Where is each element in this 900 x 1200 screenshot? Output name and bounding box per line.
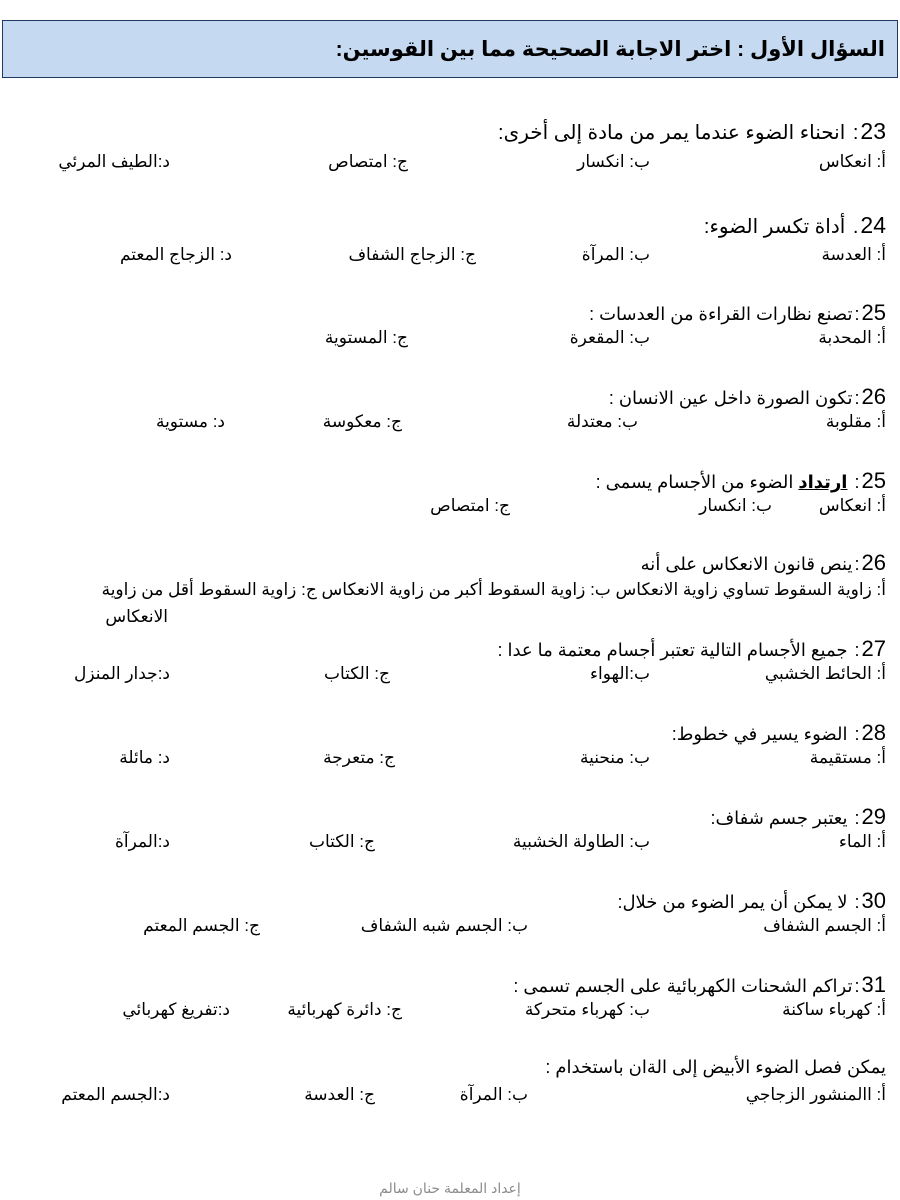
options-line-continuation: الانعكاس bbox=[105, 607, 168, 626]
question-27: 27: جميع الأجسام التالية تعتبر أجسام معتمة ما عدا : bbox=[497, 636, 886, 661]
question-24: 24. أداة تكسر الضوء: bbox=[703, 212, 886, 238]
option-b[interactable]: ب: معتدلة bbox=[566, 412, 638, 431]
question-26: 26:تكون الصورة داخل عين الانسان : bbox=[608, 384, 886, 409]
option-a[interactable]: أ: انعكاس bbox=[818, 496, 886, 515]
option-b[interactable]: ب: المقعرة bbox=[569, 328, 650, 347]
option-a[interactable]: أ: الجسم الشفاف bbox=[763, 916, 886, 935]
question-26b: 26:ينص قانون الانعكاس على أنه bbox=[640, 550, 886, 575]
question-text: تراكم الشحنات الكهربائية على الجسم تسمى : bbox=[513, 976, 853, 996]
option-d[interactable]: د: الزجاج المعتم bbox=[119, 245, 232, 264]
option-b[interactable]: ب: انكسار bbox=[577, 152, 650, 171]
option-d[interactable]: د:تفريغ كهربائي bbox=[122, 1000, 230, 1019]
option-c[interactable]: ج: امتصاص bbox=[430, 496, 510, 515]
question-text: انحناء الضوء عندما يمر من مادة إلى أخرى: bbox=[498, 122, 846, 144]
question-number: 26 bbox=[861, 550, 886, 575]
option-a[interactable]: أ: مقلوبة bbox=[825, 412, 886, 431]
question-31: 31:تراكم الشحنات الكهربائية على الجسم تسمى : bbox=[513, 972, 886, 997]
question-last bbox=[545, 1057, 886, 1078]
option-c[interactable]: ج: معكوسة bbox=[322, 412, 402, 431]
option-b[interactable]: ب: المرآة bbox=[459, 1085, 528, 1104]
option-b[interactable]: ب: انكسار bbox=[699, 496, 772, 515]
question-23: 23: انحناء الضوء عندما يمر من مادة إلى أخرى: bbox=[498, 118, 886, 144]
question-text: الضوء يسير في خطوط: bbox=[671, 724, 848, 744]
section-title: السؤال الأول : اختر الاجابة الصحيحة مما بين القوسين: bbox=[335, 37, 885, 61]
option-a[interactable]: أ: المحدبة bbox=[818, 328, 886, 347]
option-a[interactable]: أ: مستقيمة bbox=[809, 748, 886, 767]
option-d[interactable]: د: مائلة bbox=[119, 748, 170, 767]
question-text: ينص قانون الانعكاس على أنه bbox=[640, 554, 853, 574]
option-d[interactable]: د:المرآة bbox=[114, 832, 170, 851]
options-line[interactable]: أ: زاوية السقوط تساوي زاوية الانعكاس ب: زاوية السقوط أكبر من زاوية الانعكاس ج: زاوية السقوط أقل من زاوية bbox=[101, 580, 886, 599]
question-25b: 25: ارتداد الضوء من الأجسام يسمى : bbox=[595, 468, 886, 493]
question-number: 29 bbox=[861, 804, 886, 829]
question-text: تصنع نظارات القراءة من العدسات : bbox=[589, 304, 853, 324]
option-c[interactable]: ج: الزجاج الشفاف bbox=[348, 245, 476, 264]
option-b[interactable]: ب: كهرباء متحركة bbox=[524, 1000, 650, 1019]
question-text: جميع الأجسام التالية تعتبر أجسام معتمة ما عدا : bbox=[497, 640, 848, 660]
option-d[interactable]: د:جدار المنزل bbox=[74, 664, 170, 683]
question-28: 28: الضوء يسير في خطوط: bbox=[671, 720, 886, 745]
question-number: 25 bbox=[861, 468, 886, 493]
option-c[interactable]: ج: العدسة bbox=[304, 1085, 375, 1104]
question-29: 29: يعتبر جسم شفاف: bbox=[710, 804, 886, 829]
option-a[interactable]: أ: العدسة bbox=[821, 245, 886, 264]
question-text: يعتبر جسم شفاف: bbox=[710, 808, 848, 828]
question-text: الضوء من الأجسام يسمى : bbox=[595, 472, 794, 492]
question-text: يمكن فصل الضوء الأبيض إلى الةان باستخدام : bbox=[545, 1057, 886, 1077]
option-b[interactable]: ب: منحنية bbox=[579, 748, 650, 767]
option-c[interactable]: ج: متعرجة bbox=[323, 748, 395, 767]
question-number: 23 bbox=[860, 118, 886, 144]
option-d[interactable]: د:الجسم المعتم bbox=[61, 1085, 170, 1104]
option-a[interactable]: أ: االمنشور الزجاجي bbox=[745, 1085, 886, 1104]
question-25: 25:تصنع نظارات القراءة من العدسات : bbox=[589, 300, 886, 325]
question-text: أداة تكسر الضوء: bbox=[703, 216, 846, 238]
question-number: 31 bbox=[861, 972, 886, 997]
option-d[interactable]: د:الطيف المرئي bbox=[58, 152, 170, 171]
option-a[interactable]: أ: الماء bbox=[838, 832, 886, 851]
question-number: 27 bbox=[861, 636, 886, 661]
question-number: 30 bbox=[861, 888, 886, 913]
option-a[interactable]: أ: الحائط الخشبي bbox=[764, 664, 886, 683]
underlined-word: ارتداد bbox=[798, 472, 848, 492]
question-header bbox=[2, 20, 898, 78]
question-text: تكون الصورة داخل عين الانسان : bbox=[608, 388, 853, 408]
option-c[interactable]: ج: الكتاب bbox=[323, 664, 390, 683]
question-30: 30: لا يمكن أن يمر الضوء من خلال: bbox=[617, 888, 886, 913]
question-number: 28 bbox=[861, 720, 886, 745]
footer-credit: إعداد المعلمة حنان سالم bbox=[379, 1180, 521, 1196]
option-c[interactable]: ج: الكتاب bbox=[308, 832, 375, 851]
question-number: 24 bbox=[860, 212, 886, 238]
option-d[interactable]: د: مستوية bbox=[155, 412, 225, 431]
question-number: 25 bbox=[861, 300, 886, 325]
option-b[interactable]: ب: الطاولة الخشبية bbox=[512, 832, 650, 851]
option-c[interactable]: ج: المستوية bbox=[324, 328, 408, 347]
option-c[interactable]: ج: الجسم المعتم bbox=[143, 916, 260, 935]
option-b[interactable]: ب:الهواء bbox=[590, 664, 650, 683]
option-b[interactable]: ب: الجسم شبه الشفاف bbox=[360, 916, 528, 935]
question-text: لا يمكن أن يمر الضوء من خلال: bbox=[617, 892, 848, 912]
option-c[interactable]: ج: دائرة كهربائية bbox=[287, 1000, 402, 1019]
option-b[interactable]: ب: المرآة bbox=[581, 245, 650, 264]
option-c[interactable]: ج: امتصاص bbox=[328, 152, 408, 171]
question-number: 26 bbox=[861, 384, 886, 409]
option-a[interactable]: أ: انعكاس bbox=[818, 152, 886, 171]
option-a[interactable]: أ: كهرباء ساكنة bbox=[782, 1000, 886, 1019]
